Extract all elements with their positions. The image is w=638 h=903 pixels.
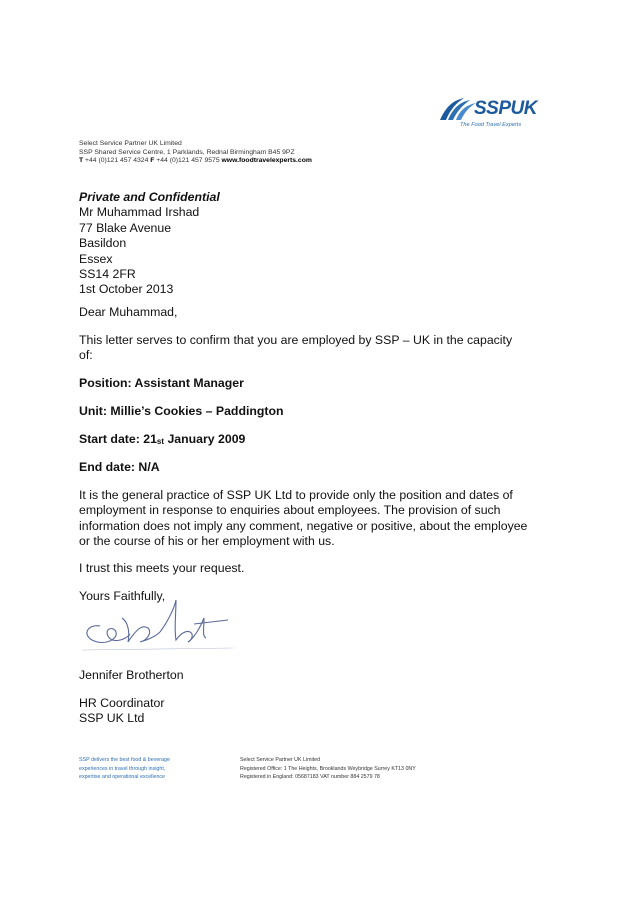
fax-number: +44 (0)121 457 9575 — [156, 157, 220, 165]
signatory-company: SSP UK Ltd — [79, 711, 145, 725]
logo-ssp-text: SSP — [474, 98, 511, 119]
salutation: Dear Muhammad, — [79, 305, 178, 319]
logo-tagline: The Food Travel Experts — [460, 122, 522, 128]
start-date-rest: January 2009 — [164, 432, 246, 446]
closing-request: I trust this meets your request. — [79, 561, 245, 575]
fax-label: F — [150, 157, 155, 165]
recipient-block — [79, 190, 220, 298]
company-logo — [438, 92, 537, 136]
recipient-county: Essex — [79, 251, 113, 266]
telephone-label: T — [79, 157, 84, 165]
confidentiality-heading: Private and Confidential — [79, 190, 220, 204]
sign-off: Yours Faithfully, — [79, 589, 166, 603]
start-date-prefix: Start date: 21 — [79, 432, 157, 446]
letter-date: 1st October 2013 — [79, 282, 174, 297]
recipient-postcode: SS14 2FR — [79, 267, 136, 282]
footer-mission-line: SSP delivers the best food & beverage — [79, 757, 170, 763]
footer-registered-office: Registered Office: 1 The Heights, Brooklands Weybridge Surrey KT13 0NY — [240, 765, 416, 772]
intro-paragraph: This letter serves to confirm that you are employed by SSP – UK in the capacity of: — [79, 333, 513, 363]
recipient-town: Basildon — [79, 236, 127, 251]
footer-company-name: Select Service Partner UK Limited — [240, 757, 321, 763]
handwritten-signature — [78, 588, 238, 660]
sender-address: SSP Shared Service Centre, 1 Parklands, Rednal Birmingham B45 9PZ — [79, 148, 295, 156]
recipient-name: Mr Muhammad Irshad — [79, 205, 200, 220]
logo-uk-text: UK — [510, 98, 537, 119]
signatory-title: HR Coordinator — [79, 696, 165, 710]
sender-address-block — [79, 140, 312, 166]
logo-wordmark — [474, 98, 537, 120]
policy-paragraph: It is the general practice of SSP UK Ltd to provide only the position and dates of employment in response to enquiries about employees. The provision of such information does not imply any comment, negative or positive, about the employee or the course of his or her employment with us. — [79, 488, 528, 549]
start-date-ordinal: st — [156, 437, 165, 446]
signatory-name: Jennifer Brotherton — [79, 668, 184, 682]
start-date-line — [79, 432, 245, 449]
ssp-swoosh-icon — [438, 94, 478, 124]
sender-contact — [79, 157, 312, 166]
footer-mission — [79, 756, 170, 782]
position-line: Position: Assistant Manager — [79, 376, 244, 390]
website-link[interactable]: www.foodtravelexperts.com — [221, 157, 312, 165]
recipient-street: 77 Blake Avenue — [79, 220, 172, 235]
footer-mission-line: experiences in travel through insight, — [79, 765, 166, 772]
signature-graphic — [78, 588, 238, 660]
telephone-number: +44 (0)121 457 4324 — [85, 157, 149, 165]
footer-registration — [240, 756, 416, 782]
footer-mission-line: expertise and operational excellence — [79, 774, 165, 781]
footer-registration-number: Registered in England: 05687183 VAT number 884 2579 78 — [240, 774, 380, 781]
unit-line: Unit: Millie’s Cookies – Paddington — [79, 404, 284, 418]
end-date-line: End date: N/A — [79, 460, 160, 474]
sender-company: Select Service Partner UK Limited — [79, 140, 182, 147]
